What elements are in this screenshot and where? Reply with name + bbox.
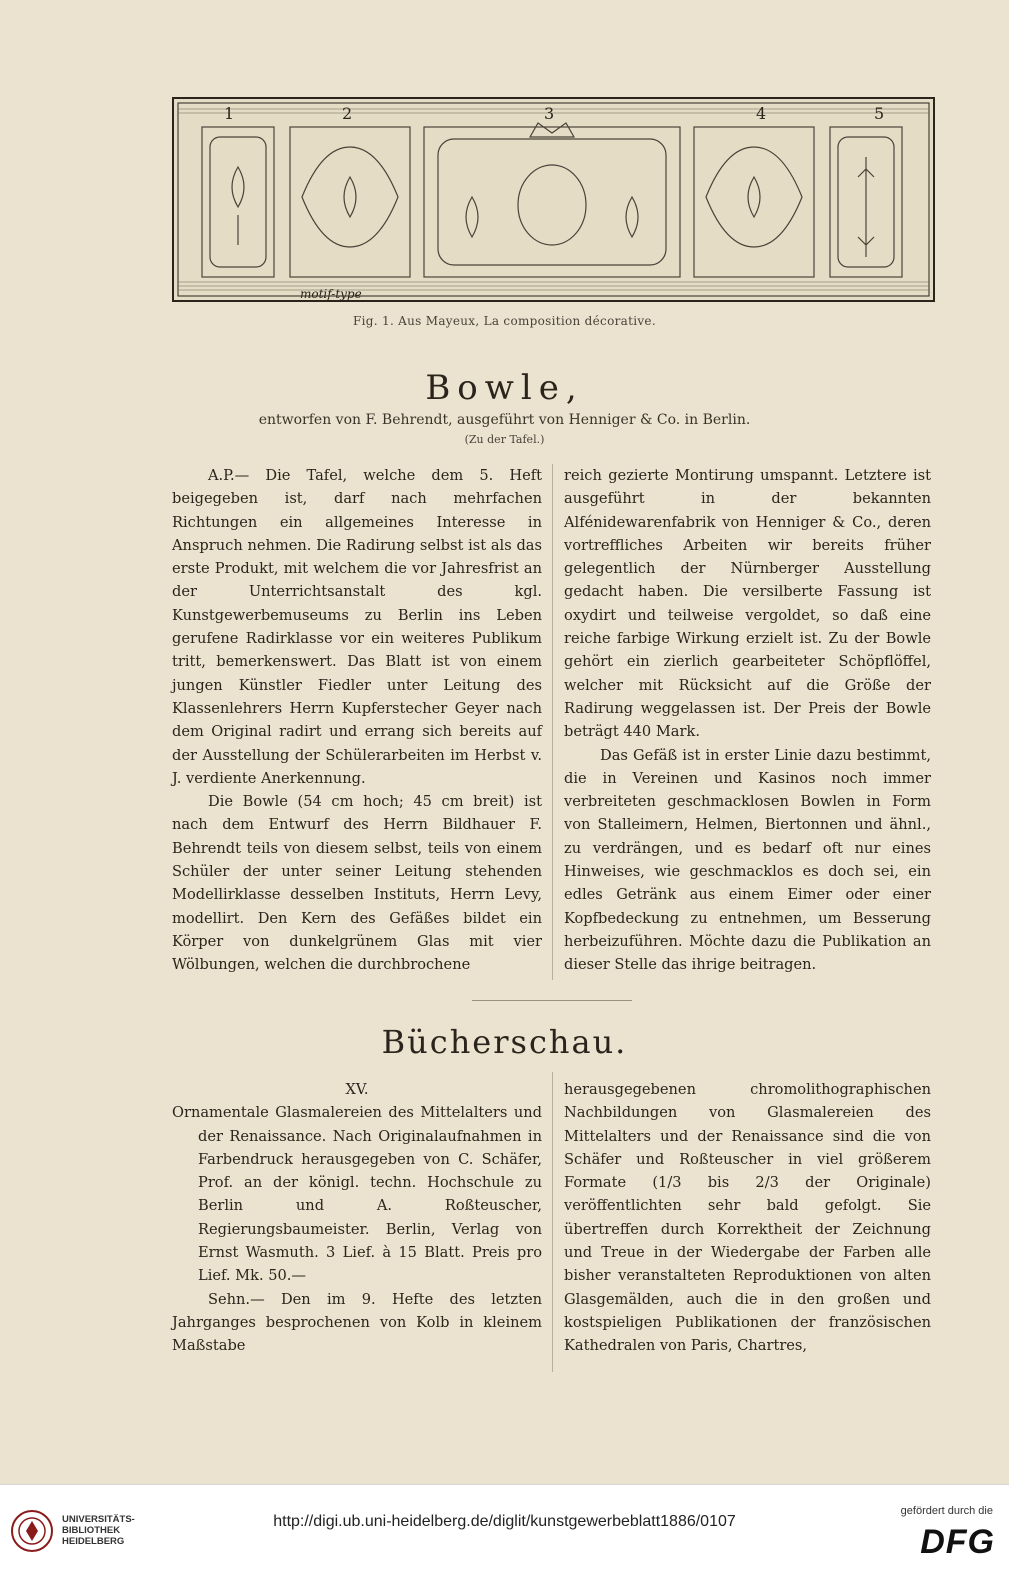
page-url-link[interactable]: http://digi.ub.uni-heidelberg.de/diglit/kunstgewerbeblatt1886/0107 — [273, 1513, 736, 1530]
paragraph: herausgegebenen chromolithographischen Nachbildungen von Glasmalereien des Mittelalters und der Renaissance sind die von Schäfer und Roßteuscher in viel größerem Formate (1/3 bis 2/3 der Originale) veröffentlichten sehr bald gefolgt. Sie übertreffen durch Korrektheit der Zeichnung und Treue in der Wiedergabe der Farben alle bisher veranstalteten Reproduktionen von alten Glasgemälden, auch die in den großen und kostspieligen Publikationen der französischen Kathedralen von Paris, Chartres, — [564, 1081, 931, 1355]
ornament-figure — [172, 97, 935, 302]
review-left-column — [172, 1078, 542, 1358]
footer-bar — [0, 1484, 1009, 1571]
article-note: (Zu der Tafel.) — [464, 433, 545, 446]
column-rule — [552, 464, 553, 980]
funded-by-label: gefördert durch die — [900, 1505, 993, 1517]
dfg-logo: DFG — [920, 1523, 995, 1561]
section-divider — [472, 1000, 632, 1001]
paragraph: reich gezierte Montirung umspannt. Letztere ist ausgeführt in der bekannten Alfénidewarenfabrik von Henniger & Co., deren vortreffliches Arbeiten wir bereits früher gelegentlich der Nürnberger Ausstellung gedacht haben. Die versilberte Fassung ist oxydirt und teilweise vergoldet, so daß eine reiche farbige Wirkung erzielt ist. Zu der Bowle gehört ein zierlich gearbeiteter Schöpflöffel, welcher mit Rücksicht auf die Größe der Radirung weggelassen ist. Der Preis der Bowle beträgt 440 Mark. — [564, 467, 931, 741]
figure-caption: Fig. 1. Aus Mayeux, La composition décorative. — [353, 314, 656, 328]
paragraph: A.P.— Die Tafel, welche dem 5. Heft beigegeben ist, darf nach mehrfachen Richtungen ein allgemeines Interesse in Anspruch nehmen. Die Radirung selbst ist als das erste Produkt, mit welchem die vor Jahresfrist an der Unterrichtsanstalt des kgl. Kunstgewerbemuseums zu Berlin ins Leben gerufene Radirklasse vor ein weiteres Publikum tritt, bemerkenswert. Das Blatt ist von einem jungen Künstler Fiedler unter Leitung des Klassenlehrers Herrn Kupferstecher Geyer nach dem Original radirt und errang sich bereits auf der Ausstellung der Schülerarbeiten im Herbst v. J. verdiente Anerkennung. — [172, 467, 542, 787]
review-number: XV. — [345, 1081, 369, 1098]
figure-number: 1 — [224, 104, 235, 123]
review-title: Bücherschau. — [381, 1023, 628, 1061]
column-rule — [552, 1072, 553, 1372]
paragraph: Sehn.— Den im 9. Hefte des letzten Jahrganges besprochenen von Kolb in kleinem Maßstabe — [172, 1290, 542, 1355]
article-subtitle: entworfen von F. Behrendt, ausgeführt von Henniger & Co. in Berlin. — [258, 412, 751, 428]
article-title: Bowle, — [425, 368, 584, 408]
article-right-column — [564, 464, 931, 977]
figure-bottom-label: motif-type — [300, 287, 362, 301]
figure-number: 4 — [756, 104, 767, 123]
paragraph: Die Bowle (54 cm hoch; 45 cm breit) ist nach dem Entwurf des Herrn Bildhauer F. Behrendt teils von diesem selbst, teils von einem Schüler der unter seiner Leitung stehenden Modellirklasse desselben Instituts, Herrn Levy, modellirt. Den Kern des Gefäßes bildet ein Körper von dunkelgrünem Glas mit vier Wölbungen, welchen die durchbrochene — [172, 793, 542, 974]
figure-number: 5 — [874, 104, 885, 123]
paragraph: Das Gefäß ist in erster Linie dazu bestimmt, die in Vereinen und Kasinos noch immer verbreiteten geschmacklosen Bowlen in Form von Stalleimern, Helmen, Biertonnen und ähnl., zu verdrängen, und es bedarf oft nur eines Hinweises, wie geschmacklos es doch sei, ein edles Getränk aus einem Eimer oder einer Kopfbedeckung zu entnehmen, um Besserung herbeizuführen. Möchte dazu die Publikation an dieser Stelle das ihrige beitragen. — [564, 746, 931, 974]
review-right-column — [564, 1078, 931, 1358]
bibliography-entry: Ornamentale Glasmalereien des Mittelalters und der Renaissance. Nach Originalaufnahmen in Farbendruck herausgegeben von C. Schäfer, Prof. an der königl. techn. Hochschule zu Berlin und A. Roßteuscher, Regierungsbaumeister. Berlin, Verlag von Ernst Wasmuth. 3 Lief. à 15 Blatt. Preis pro Lief. Mk. 50.— — [172, 1104, 542, 1285]
figure-number: 2 — [342, 104, 353, 123]
figure-number: 3 — [544, 104, 555, 123]
institution-name: UNIVERSITÄTS- BIBLIOTHEK HEIDELBERG — [62, 1514, 135, 1547]
article-left-column — [172, 464, 542, 977]
